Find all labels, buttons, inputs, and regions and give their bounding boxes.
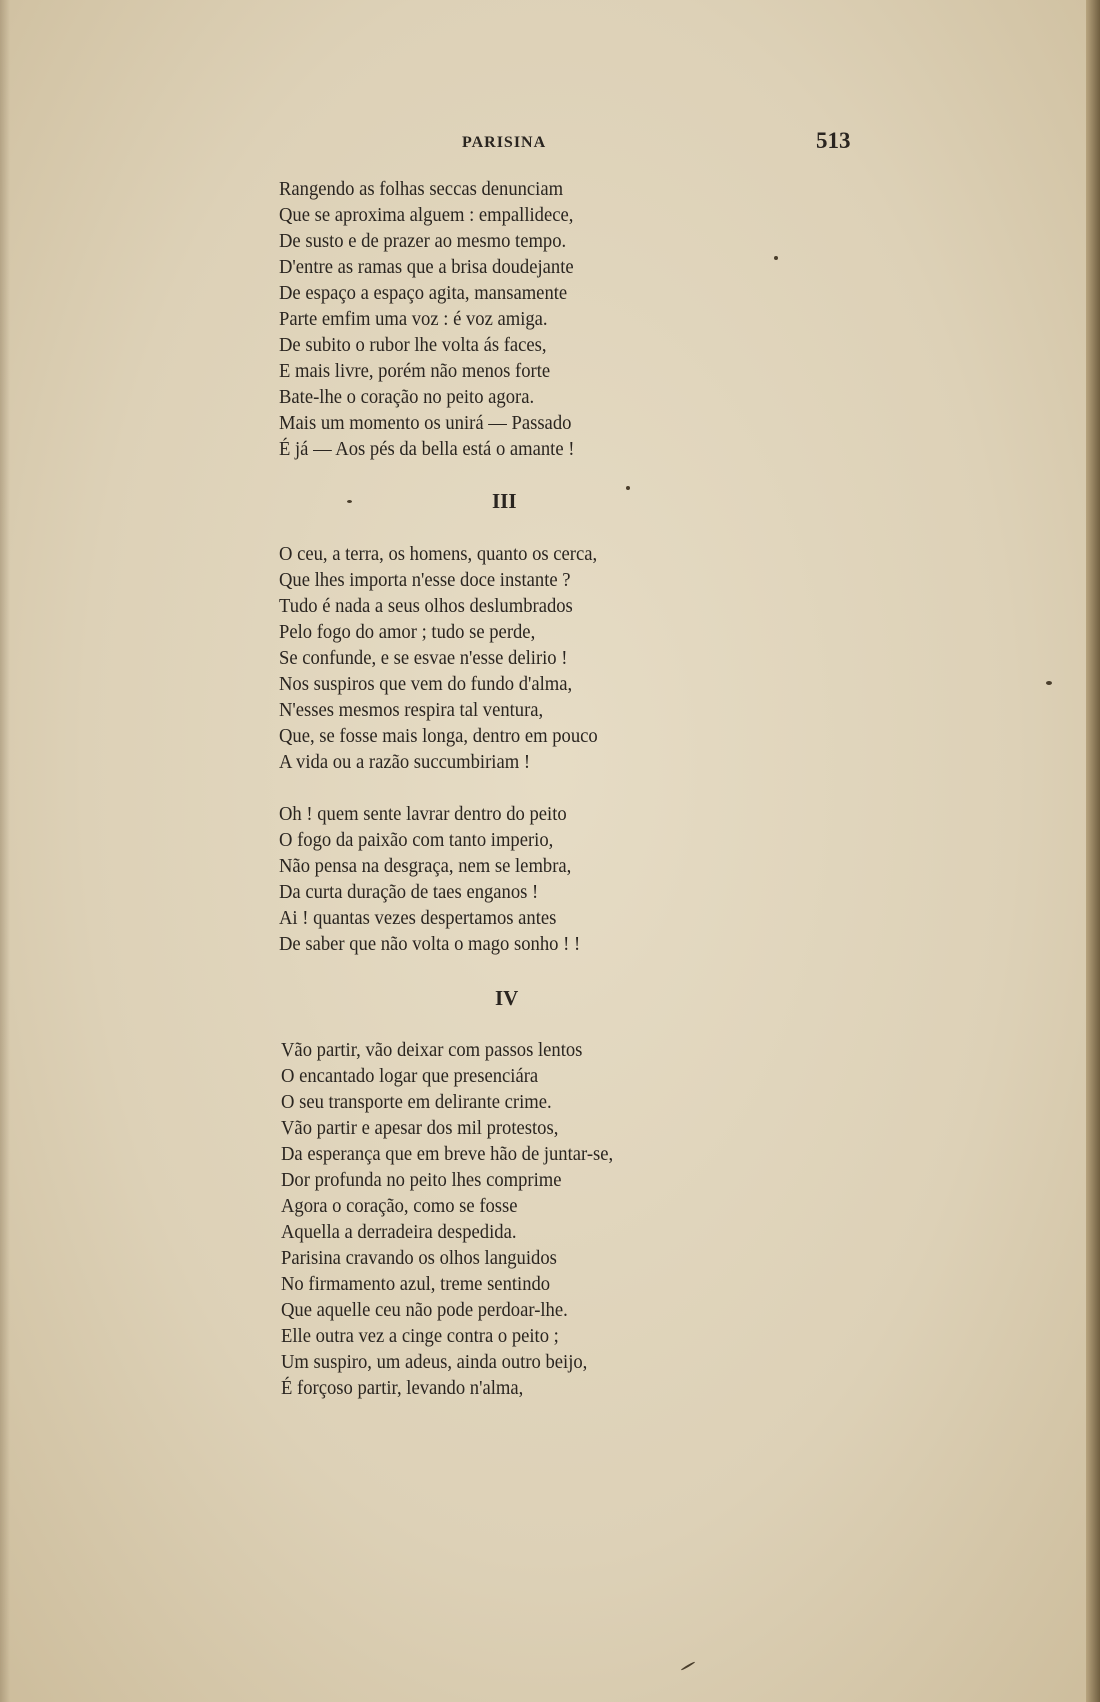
verse-line: Parisina cravando os olhos languidos	[281, 1247, 557, 1269]
page-shadow-left	[0, 0, 10, 1702]
verse-line: Que se aproxima alguem : empallidece,	[279, 204, 574, 226]
verse-line: Agora o coração, como se fosse	[281, 1195, 518, 1217]
paper-speck	[1046, 681, 1052, 685]
verse-line: O ceu, a terra, os homens, quanto os cerca,	[279, 543, 598, 565]
verse-line: Que lhes importa n'esse doce instante ?	[279, 569, 571, 591]
verse-line: De saber que não volta o mago sonho ! !	[279, 933, 581, 955]
verse-line: É forçoso partir, levando n'alma,	[281, 1377, 524, 1399]
verse-line: Vão partir e apesar dos mil protestos,	[281, 1117, 559, 1139]
page-number: 513	[816, 128, 851, 153]
verse-line: Um suspiro, um adeus, ainda outro beijo,	[281, 1351, 588, 1373]
verse-line: Não pensa na desgraça, nem se lembra,	[279, 855, 572, 877]
paper-speck	[347, 500, 352, 503]
verse-line: De susto e de prazer ao mesmo tempo.	[279, 230, 567, 252]
verse-line: Elle outra vez a cinge contra o peito ;	[281, 1325, 559, 1347]
verse-line: Nos suspiros que vem do fundo d'alma,	[279, 673, 573, 695]
verse-line: Vão partir, vão deixar com passos lentos	[281, 1039, 583, 1061]
running-header-title: PARISINA	[462, 134, 547, 151]
verse-line: Se confunde, e se esvae n'esse delirio !	[279, 647, 568, 669]
verse-line: Da esperança que em breve hão de juntar-se,	[281, 1143, 614, 1165]
paper-speck	[626, 486, 630, 490]
verse-line: Dor profunda no peito lhes comprime	[281, 1169, 562, 1191]
verse-line: Mais um momento os unirá — Passado	[279, 412, 572, 434]
verse-line: N'esses mesmos respira tal ventura,	[279, 699, 544, 721]
verse-line: Bate-lhe o coração no peito agora.	[279, 386, 535, 408]
verse-line: Da curta duração de taes enganos !	[279, 881, 539, 903]
paper-speck	[774, 256, 778, 260]
verse-line: D'entre as ramas que a brisa doudejante	[279, 256, 574, 278]
verse-line: No firmamento azul, treme sentindo	[281, 1273, 551, 1295]
verse-line: O seu transporte em delirante crime.	[281, 1091, 552, 1113]
verse-line: Aquella a derradeira despedida.	[281, 1221, 517, 1243]
verse-line: Parte emfim uma voz : é voz amiga.	[279, 308, 548, 330]
verse-line: A vida ou a razão succumbiriam !	[279, 751, 531, 773]
verse-line: De espaço a espaço agita, mansamente	[279, 282, 568, 304]
verse-line: Pelo fogo do amor ; tudo se perde,	[279, 621, 536, 643]
verse-line: Rangendo as folhas seccas denunciam	[279, 178, 564, 200]
verse-line: O fogo da paixão com tanto imperio,	[279, 829, 554, 851]
verse-line: De subito o rubor lhe volta ás faces,	[279, 334, 547, 356]
verse-line: E mais livre, porém não menos forte	[279, 360, 551, 382]
verse-line: Tudo é nada a seus olhos deslumbrados	[279, 595, 573, 617]
paper-speck	[681, 1661, 696, 1671]
verse-line: O encantado logar que presenciára	[281, 1065, 539, 1087]
page-edge-right	[1086, 0, 1100, 1702]
verse-line: Que aquelle ceu não pode perdoar-lhe.	[281, 1299, 568, 1321]
verse-line: Que, se fosse mais longa, dentro em pouco	[279, 725, 598, 747]
verse-line: Ai ! quantas vezes despertamos antes	[279, 907, 557, 929]
section-numeral-iii: III	[492, 489, 517, 513]
verse-line: É já — Aos pés da bella está o amante !	[279, 438, 575, 460]
verse-line: Oh ! quem sente lavrar dentro do peito	[279, 803, 567, 825]
section-numeral-iv: IV	[495, 986, 519, 1010]
